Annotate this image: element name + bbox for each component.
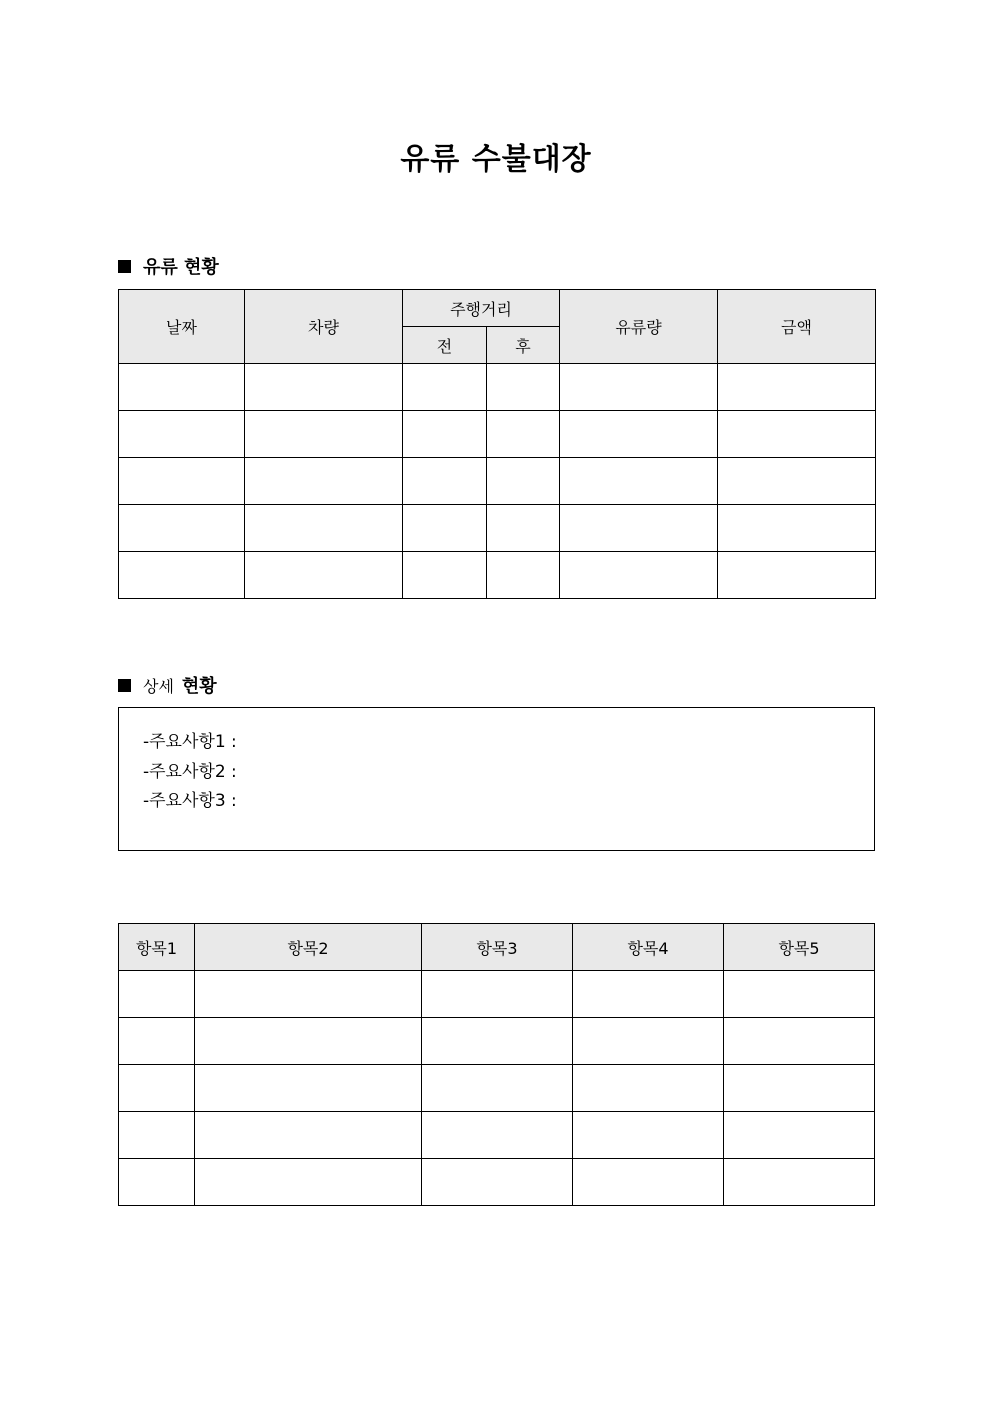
table-row (119, 1159, 875, 1206)
table-row (119, 364, 876, 411)
table-row (119, 1018, 875, 1065)
table-row (119, 505, 876, 552)
header-item-2: 항목2 (195, 924, 422, 971)
table-row (119, 971, 875, 1018)
section-fuel-status-label: 유류 현황 (143, 257, 219, 278)
detail-line-3: -주요사항3 : (143, 791, 237, 811)
header-price: 금액 (718, 290, 876, 364)
header-vehicle: 차량 (245, 290, 403, 364)
header-mileage-after: 후 (487, 327, 560, 364)
header-fuel-amount: 유류량 (560, 290, 718, 364)
detail-line-2: -주요사항2 : (143, 761, 237, 782)
section-fuel-status (118, 253, 219, 279)
section-detail-label-bold: 현황 (181, 676, 217, 697)
header-item-4: 항목4 (573, 924, 724, 971)
table-row (119, 552, 876, 599)
header-mileage: 주행거리 (403, 290, 560, 327)
header-date: 날짜 (119, 290, 245, 364)
fuel-table (118, 289, 876, 599)
detail-box[interactable] (118, 707, 875, 851)
section-detail-label-light: 상세 (143, 676, 174, 696)
table-row (119, 1112, 875, 1159)
section-detail-status (118, 672, 217, 698)
table-row (119, 1065, 875, 1112)
header-mileage-before: 전 (403, 327, 487, 364)
square-bullet-icon (118, 679, 131, 692)
table-row (119, 411, 876, 458)
header-item-5: 항목5 (724, 924, 875, 971)
header-item-3: 항목3 (422, 924, 573, 971)
header-item-1: 항목1 (119, 924, 195, 971)
detail-line-1: -주요사항1 : (143, 732, 237, 752)
document-title: 유류 수불대장 (400, 142, 592, 177)
items-table (118, 923, 875, 1206)
square-bullet-icon (118, 260, 131, 273)
table-row (119, 458, 876, 505)
